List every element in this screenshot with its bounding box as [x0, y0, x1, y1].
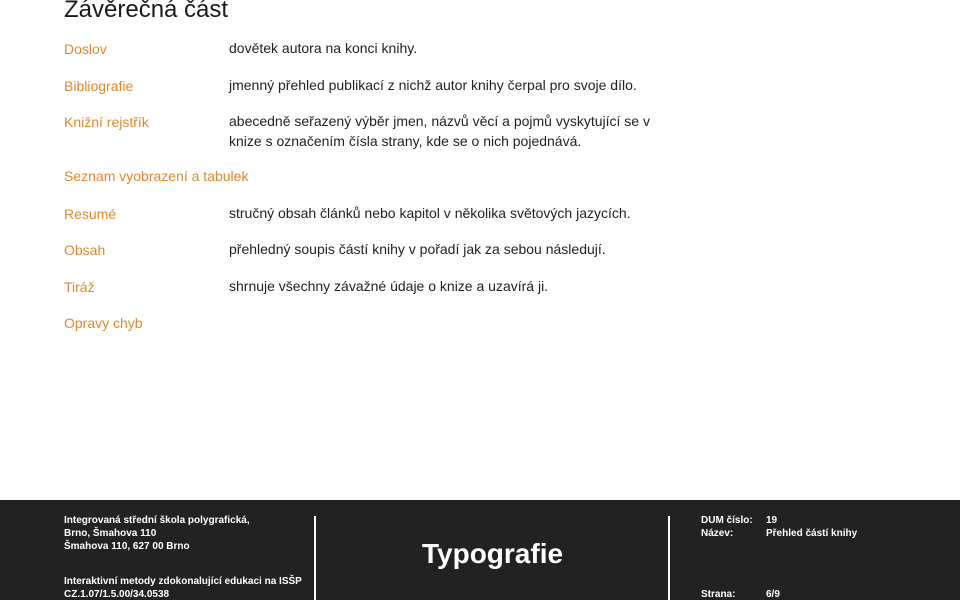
definition-doslov: dovětek autora na konci knihy. — [229, 40, 418, 56]
footer-project-line1: Interaktivní metody zdokonalující edukaci na ISŠP — [64, 576, 302, 587]
footer-dum-label: DUM číslo: — [701, 515, 753, 526]
term-resume: Resumé — [64, 206, 117, 222]
term-bibliografie: Bibliografie — [64, 78, 134, 94]
term-tiraz: Tiráž — [64, 279, 95, 295]
footer-dum-value: 19 — [766, 515, 778, 526]
footer-page-value: 6/9 — [766, 589, 780, 600]
definition-bibliografie: jmenný přehled publikací z nichž autor knihy čerpal pro svoje dílo. — [229, 77, 637, 93]
footer-divider-right — [668, 516, 670, 600]
page-title: Závěrečná část — [64, 0, 229, 23]
term-doslov: Doslov — [64, 41, 107, 57]
footer-school-line3: Šmahova 110, 627 00 Brno — [64, 541, 190, 552]
footer-name-label: Název: — [701, 528, 734, 539]
footer-divider-left — [314, 516, 316, 600]
term-seznam-vyobrazeni: Seznam vyobrazení a tabulek — [64, 168, 249, 184]
term-obsah: Obsah — [64, 242, 106, 258]
footer-bar — [0, 500, 960, 600]
term-opravy-chyb: Opravy chyb — [64, 315, 143, 331]
definition-obsah: přehledný soupis částí knihy v pořadí jak za sebou následují. — [229, 241, 606, 257]
term-knizni-rejstrik: Knižní rejstřík — [64, 114, 149, 130]
footer-page-label: Strana: — [701, 589, 736, 600]
footer-school-line1: Integrovaná střední škola polygrafická, — [64, 515, 250, 526]
footer-project-line2: CZ.1.07/1.5.00/34.0538 — [64, 589, 170, 600]
definition-resume: stručný obsah článků nebo kapitol v několika světových jazycích. — [229, 205, 631, 221]
footer-name-value: Přehled částí knihy — [766, 528, 858, 539]
footer-school-line2: Brno, Šmahova 110 — [64, 528, 157, 539]
definition-tiraz: shrnuje všechny závažné údaje o knize a uzavírá ji. — [229, 278, 549, 294]
footer-subject: Typografie — [422, 538, 564, 569]
definition-knizni-rejstrik: abecedně seřazený výběr jmen, názvů věcí a pojmů vyskytující se v knize s označením čísla strany, kde se o nich pojednává. — [229, 113, 650, 149]
